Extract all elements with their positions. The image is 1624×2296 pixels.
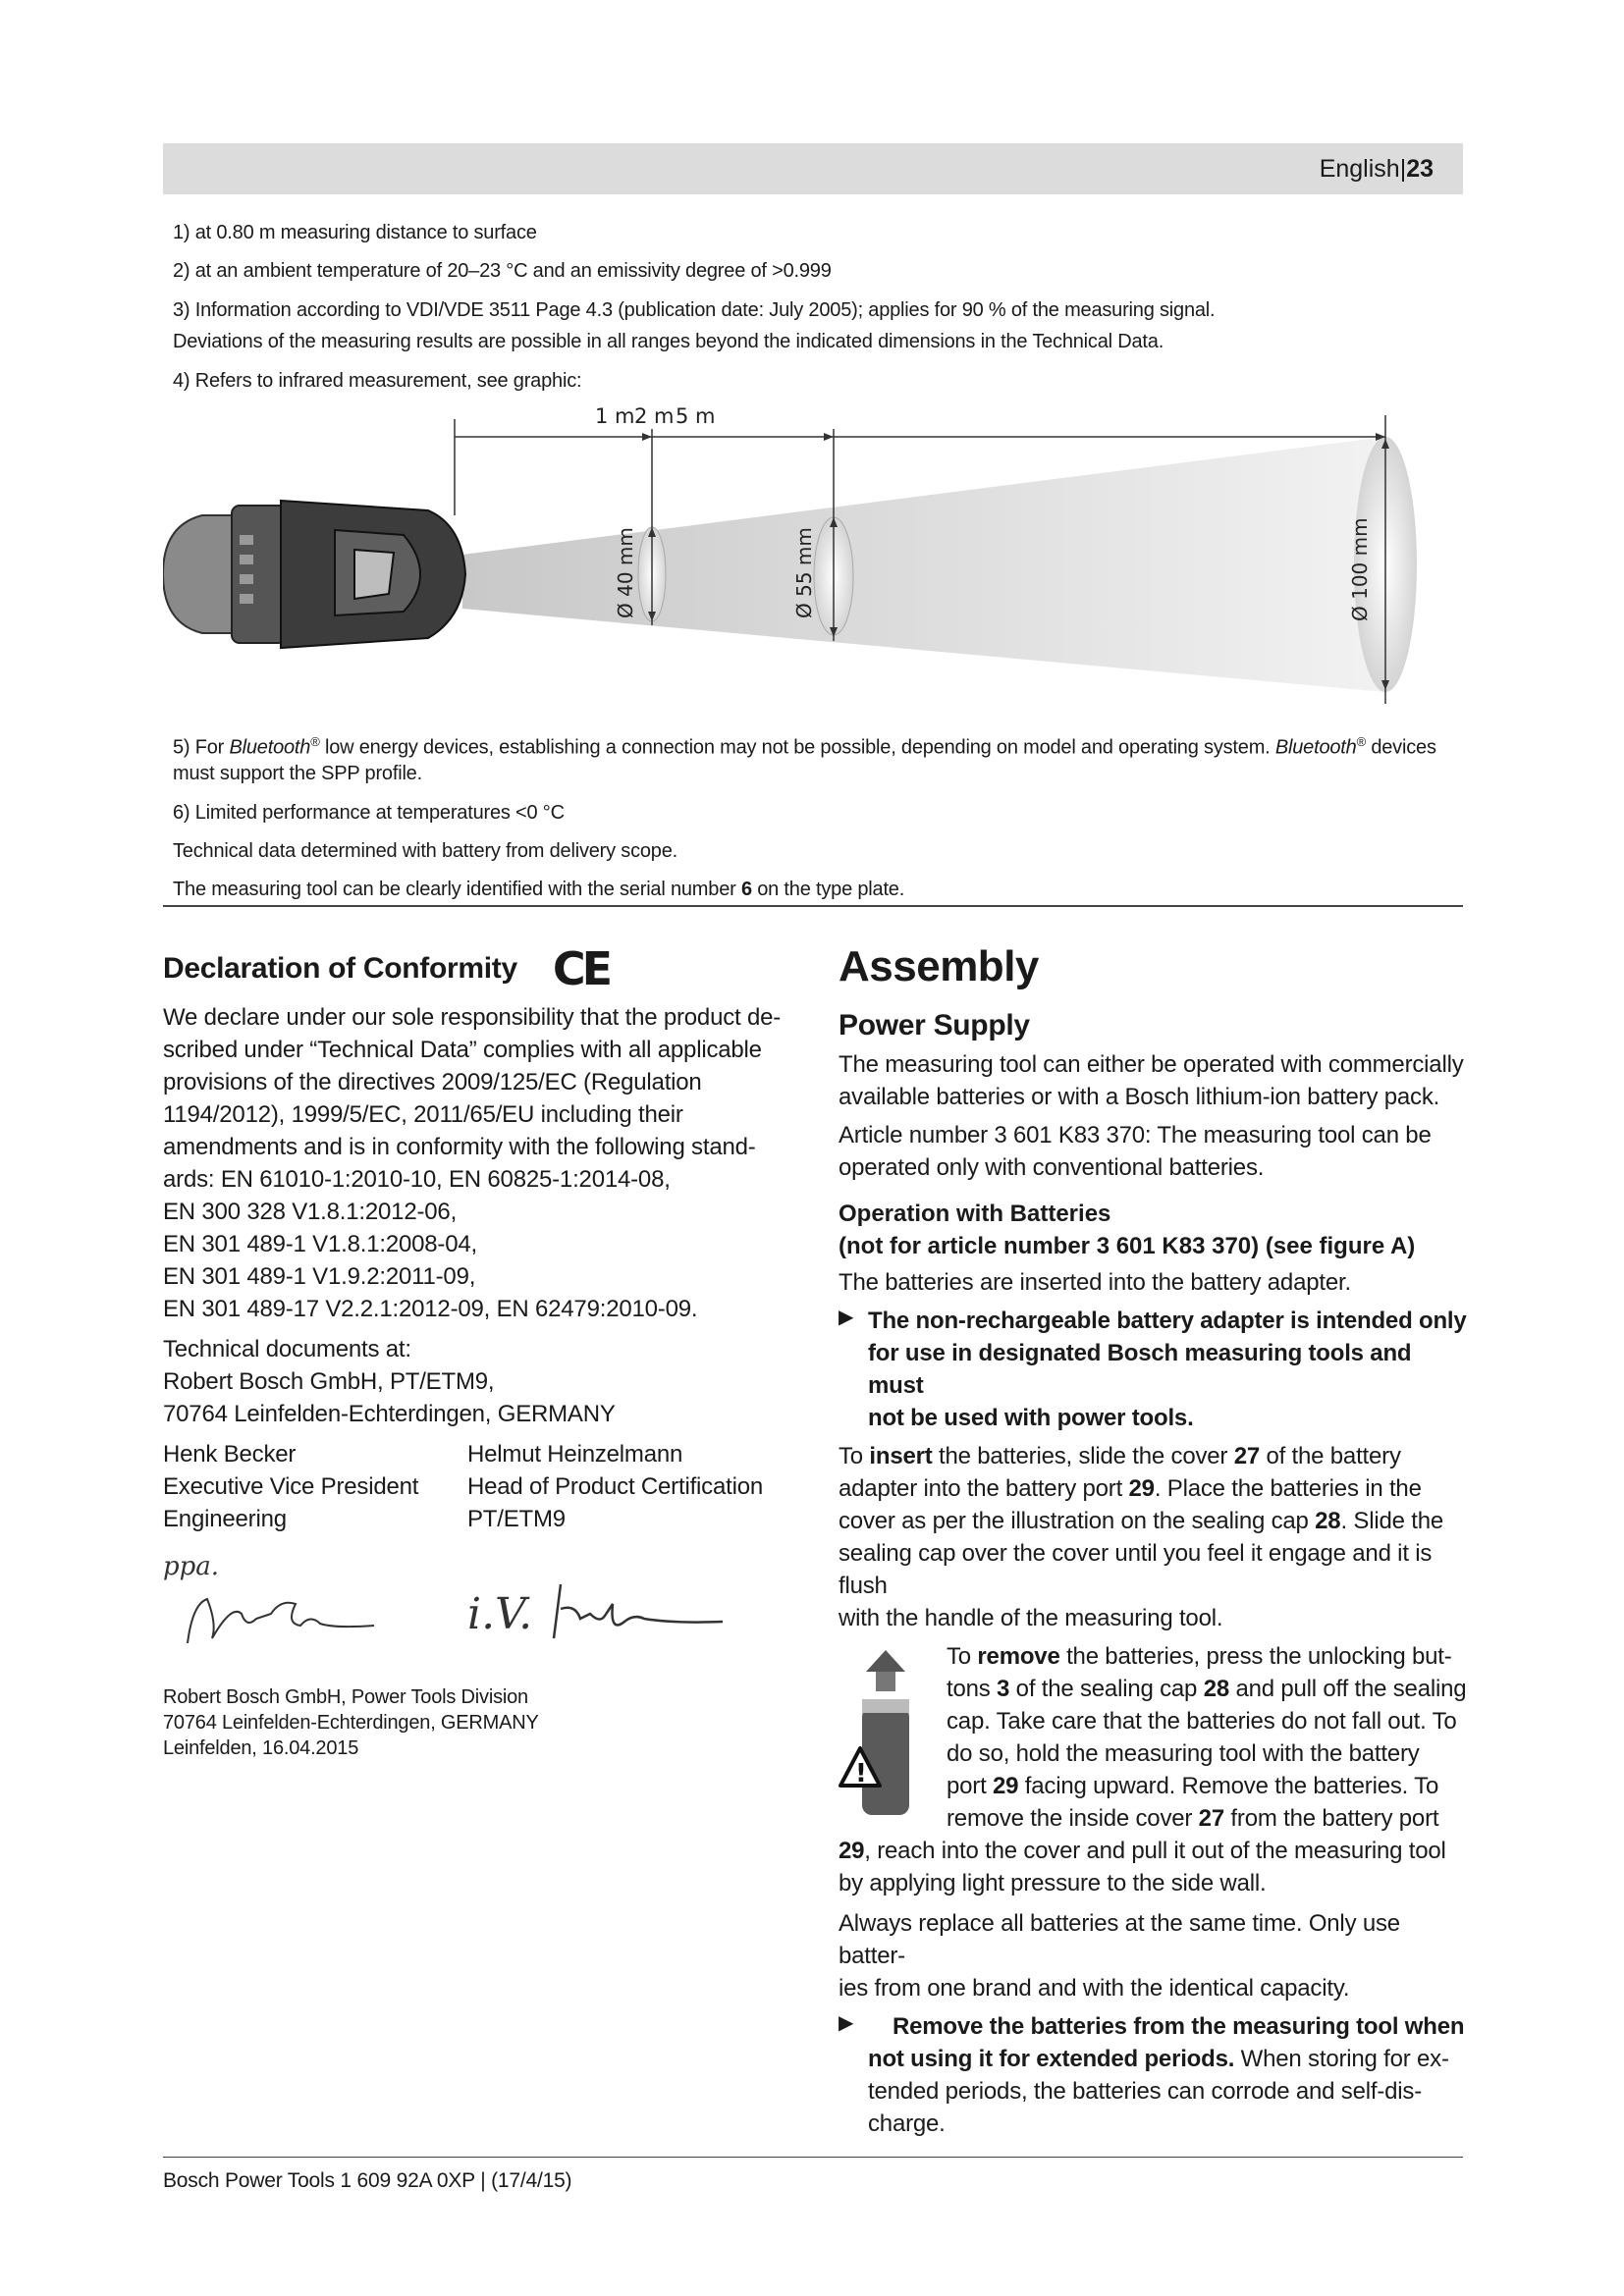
svg-text:!: !	[855, 1759, 867, 1789]
declaration-text: We declare under our sole responsibility that the product de- scribed under “Technical Data” complies with all applicable provisions of the directives 2009/125/EC (Regulation 1194/2012), 1999/5/EC, 2011/65/EU including their amendments and is in conformity with the following stand- ards: EN 61010-1:2010-10, EN 60825-1:2014-08, EN 300 328 V1.8.1:2012-06, EN 301 489-1 V1.8.1:2008-04, EN 301 489-1 V1.9.2:2011-09, EN 301 489-17 V2.2.1:2012-09, EN 62479:2010-09.	[163, 1004, 782, 1322]
remove-batteries-paragraph-tail: 29, reach into the cover and pull it out of the measuring tool by applying light pressure to the side wall.	[839, 1838, 1446, 1896]
label-40mm: Ø 40 mm	[614, 527, 637, 618]
infrared-spot-diagram	[163, 398, 1463, 721]
page-footer: Bosch Power Tools 1 609 92A 0XP | (17/4/15)	[163, 2169, 572, 2192]
page-header-text	[1320, 155, 1434, 184]
insert-batteries-paragraph: To insert the batteries, slide the cover 27 of the battery adapter into the battery port 29. Place the batteries in the cover as per the illustration on the sealing cap 28. Slide the sealing cap over the cover until you feel it engage and it is flush with the handle of the measuring tool.	[839, 1443, 1443, 1631]
signers	[163, 1438, 791, 1535]
footnote-2: 2) at an ambient temperature of 20–23 °C and an emissivity degree of >0.999	[173, 260, 832, 282]
footnote-3: 3) Information according to VDI/VDE 3511 Page 4.3 (publication date: July 2005); applies for 90 % of the measuring signal.	[173, 299, 1216, 321]
power-supply-paragraph: The measuring tool can either be operated with commercially available batteries or with a Bosch lithium-ion battery pack.	[839, 1051, 1464, 1110]
warning-battery-adapter: ▶ The non-rechargeable battery adapter is intended only for use in designated Bosch measuring tools and must not be used with power tools.	[839, 1307, 1467, 1431]
signatures	[163, 1545, 791, 1673]
section-divider	[163, 905, 1463, 907]
footnote-1: 1) at 0.80 m measuring distance to surface	[173, 222, 537, 243]
power-supply-title: Power Supply	[839, 1009, 1030, 1041]
label-2m: 2 m	[634, 404, 675, 428]
remove-batteries-paragraph: ! To remove the batteries, press the unlocking but- tons 3 of the sealing cap 28 and pull off the sealing cap. Take care that the batteries do not fall out. To do so, hold the measuring tool with the battery port 29 facing upward. Remove the batteries. To remove the inside cover 27 from the battery port	[839, 1640, 1467, 1835]
signer-2: Helmut Heinzelmann Head of Product Certification PT/ETM9	[467, 1441, 764, 1532]
page-number: 23	[1406, 155, 1434, 183]
signature-helmut-heinzelmann	[554, 1584, 723, 1638]
footnote-3-continued: Deviations of the measuring results are possible in all ranges beyond the indicated dimensions in the Technical Data.	[173, 331, 1164, 352]
declaration-section	[163, 942, 791, 1761]
ce-mark-icon: CE	[552, 942, 610, 995]
signer-1: Henk Becker Executive Vice President Engineering	[163, 1441, 419, 1532]
bluetooth-term-2: Bluetooth	[1274, 736, 1357, 759]
battery-removal-warning-icon	[839, 1650, 933, 1827]
signature-henk-becker	[188, 1599, 374, 1643]
label-1m: 1 m	[595, 404, 635, 428]
footer-divider	[163, 2157, 1463, 2158]
measuring-tool-icon	[163, 501, 465, 648]
battery-adapter-sentence: The batteries are inserted into the battery adapter.	[839, 1269, 1351, 1296]
article-number-paragraph: Article number 3 601 K83 370: The measuring tool can be operated only with conventional batteries.	[839, 1122, 1432, 1181]
replace-batteries-paragraph: Always replace all batteries at the same time. Only use batter- ies from one brand and with the identical capacity.	[839, 1910, 1400, 2002]
signature-iv: i.V.	[467, 1589, 533, 1639]
footnote-5-continued: must support the SPP profile.	[173, 763, 422, 784]
beam-cone	[462, 437, 1385, 692]
bullet-triangle-icon: ▶	[839, 2012, 854, 2034]
label-100mm: Ø 100 mm	[1348, 517, 1372, 621]
header-separator: |	[1399, 155, 1407, 183]
assembly-title: Assembly	[839, 942, 1039, 990]
warning-remove-batteries: ▶ Remove the batteries from the measuring tool when not using it for extended periods. When storing for ex- tended periods, the batteries can corrode and self-dis- charge.	[839, 2012, 1465, 2137]
assembly-section	[839, 942, 1467, 2140]
page-header-bar	[163, 143, 1463, 194]
technical-documents: Technical documents at: Robert Bosch GmbH, PT/ETM9, 70764 Leinfelden-Echterdingen, GERMANY	[163, 1336, 616, 1427]
serial-number-note: The measuring tool can be clearly identified with the serial number 6 on the type plate.	[173, 879, 905, 900]
bluetooth-term: Bluetooth	[229, 736, 311, 759]
header-language: English	[1319, 155, 1400, 183]
bullet-triangle-icon: ▶	[839, 1307, 854, 1328]
declaration-title: Declaration of Conformity CE	[163, 942, 610, 995]
operation-with-batteries-title: Operation with Batteries (not for article number 3 601 K83 370) (see figure A)	[839, 1201, 1416, 1259]
signature-ppa: ppa.	[163, 1552, 220, 1581]
footnote-5: 5) For Bluetooth® low energy devices, establishing a connection may not be possible, depending on model and operating system. Bluetooth® devices	[173, 734, 1436, 759]
signature-images	[163, 1545, 791, 1673]
footnote-6: 6) Limited performance at temperatures <0 °C	[173, 802, 565, 824]
company-address: Robert Bosch GmbH, Power Tools Division 70764 Leinfelden-Echterdingen, GERMANY Leinfelden, 16.04.2015	[163, 1686, 539, 1759]
label-55mm: Ø 55 mm	[792, 527, 816, 618]
label-5m: 5 m	[676, 404, 716, 428]
technical-data-note: Technical data determined with battery from delivery scope.	[173, 840, 678, 862]
footnote-4: 4) Refers to infrared measurement, see graphic:	[173, 370, 582, 392]
spot-diagram-svg	[163, 398, 1463, 721]
